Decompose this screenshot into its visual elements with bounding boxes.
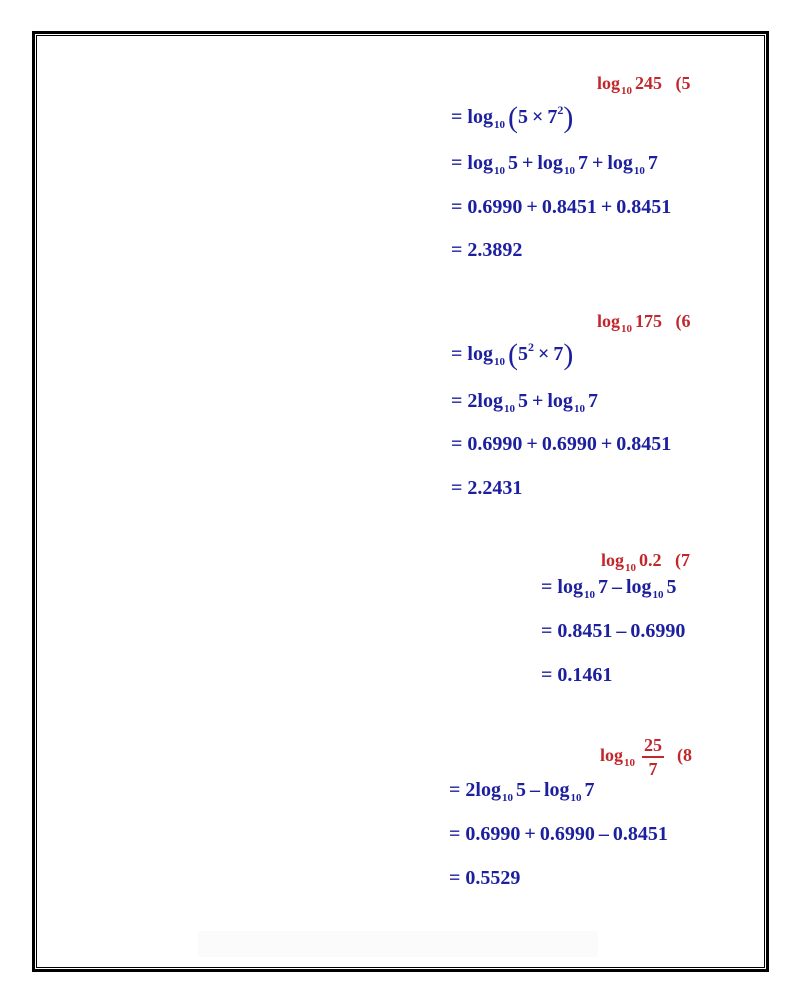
problem-6-step-3: = 0.6990 + 0.6990 + 0.8451	[451, 433, 672, 455]
problem-number: (5	[675, 73, 691, 93]
problem-7-heading: $\log_{10} 0.2$ (7	[601, 550, 691, 574]
problem-6-heading: $\log_{10} 175$ (6	[597, 311, 691, 335]
problem-5-result: = 2.3892	[451, 239, 523, 261]
problem-6-step-1: = $\log_{10} (5^2 \times 7)$	[451, 338, 574, 371]
problem-8-result: = 0.5529	[449, 867, 521, 889]
problem-5-step-3: = 0.6990 + 0.8451 + 0.8451	[451, 196, 672, 218]
problem-number: (6	[675, 311, 691, 331]
problem-5-step-2: = $\log_{10} 5 + \log_{10} 7 + \log_{10} 7$	[451, 152, 658, 177]
problem-7-result: = 0.1461	[541, 664, 613, 686]
problem-6-step-2: = $2\log_{10}$ $5 + \log_{10} 7$	[451, 390, 598, 415]
problem-7-step-1: = $\log_{10} 7 - \log_{10} 5$	[541, 576, 677, 601]
problem-8-heading: $\log_{10}$ $\frac{25}{7}$ (8	[600, 735, 693, 779]
problem-7-step-2: = 0.8451 – 0.6990	[541, 620, 686, 642]
page-footer-strip	[198, 931, 598, 957]
problem-6-result: = 2.2431	[451, 477, 523, 499]
problem-8-step-2: = 0.6990 + 0.6990 – 0.8451	[449, 823, 668, 845]
problem-5-step-1: = $\log_{10} (5 \times 7^2)$	[451, 101, 574, 134]
problem-number: (8	[677, 745, 693, 766]
problem-5-heading: $\log_{10} 245$ (5	[597, 73, 691, 97]
fraction: $\frac{25}{7}$	[644, 735, 663, 779]
problem-number: (7	[675, 550, 691, 570]
problem-8-step-1: = $2\log_{10}$ $5 - \log_{10} 7$	[449, 779, 595, 804]
